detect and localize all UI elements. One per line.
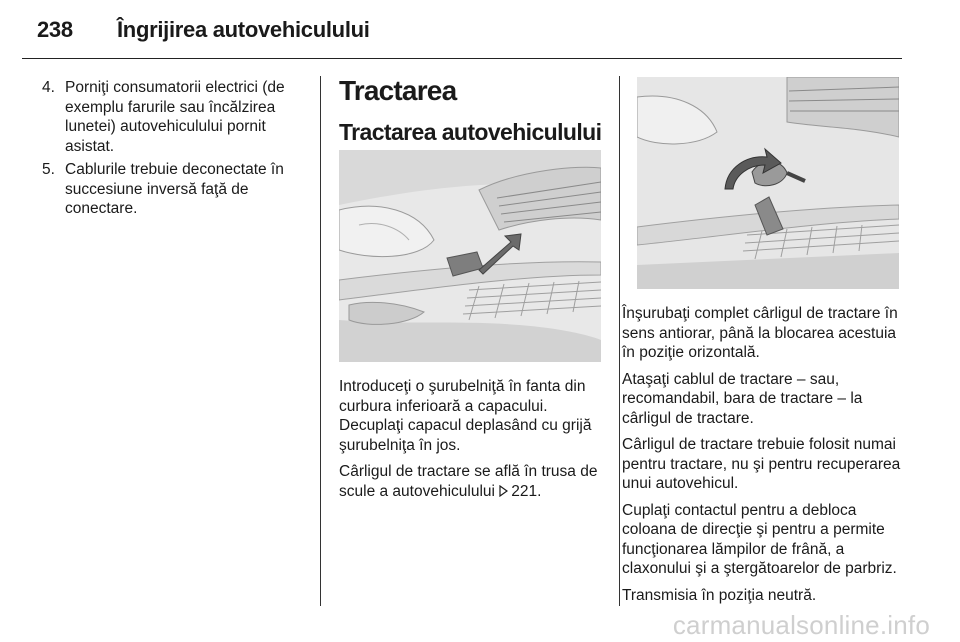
page-header (0, 0, 960, 60)
step-text: Porniţi consumatorii electrici (de exemplu farurile sau încălzirea lunetei) autovehiculului pornit asistat. (65, 79, 285, 155)
middle-column-text (339, 377, 605, 508)
middle-column (339, 76, 605, 145)
page-reference-triangle-icon (499, 485, 508, 497)
list-item (37, 78, 302, 156)
paragraph: Transmisia în poziţia neutră. (622, 586, 817, 604)
instruction-paragraph: Introduceţi o şurubelniţă în fanta din curbura inferioară a capacului. Decuplaţi capacul deplasând cu grijă şurubelniţa în jos. (339, 378, 592, 454)
paragraph: Înşurubaţi complet cârligul de tractare în sens antiorar, până la blocarea acestuia în poziţie orizontală. (622, 305, 898, 361)
page-reference-link[interactable]: 221. (511, 482, 542, 500)
step-text: Cablurile trebuie deconectate în succesiune inversă faţă de conectare. (65, 161, 284, 217)
car-front-figure (339, 150, 601, 362)
page-number: 238 (37, 17, 73, 42)
list-item (37, 160, 302, 219)
tow-hook-location-paragraph (339, 462, 605, 501)
right-column-text (622, 304, 904, 612)
header-divider (22, 58, 902, 59)
tow-hook-location-text: Cârligul de tractare se află în trusa de scule a autovehiculului (339, 463, 598, 500)
paragraph: Ataşaţi cablul de tractare – sau, recomandabil, bara de tractare – la cârligul de tractare. (622, 370, 863, 427)
left-column (37, 78, 302, 223)
column-divider-right (619, 76, 620, 606)
section-heading: Tractarea (339, 75, 457, 106)
step-number: 4. (42, 79, 55, 96)
column-divider-left (320, 76, 321, 606)
watermark: carmanualsonline.info (672, 610, 930, 640)
paragraph: Cârligul de tractare trebuie folosit numai pentru tractare, nu şi pentru recuperarea unui autovehicul. (622, 436, 901, 492)
paragraph: Cuplaţi contactul pentru a debloca coloana de direcţie şi pentru a permite funcţionarea lămpilor de frână, a claxonului şi a ştergătoarelor de parbriz. (622, 501, 897, 577)
steps-list (37, 78, 302, 219)
car-front-cover-removal-illustration (339, 150, 601, 362)
section-subheading: Tractarea autovehiculului (339, 119, 602, 145)
tow-hook-screw-in-illustration (637, 77, 899, 289)
chapter-title: Îngrijirea autovehiculului (117, 17, 370, 42)
step-number: 5. (42, 161, 55, 178)
tow-hook-figure (637, 77, 899, 289)
